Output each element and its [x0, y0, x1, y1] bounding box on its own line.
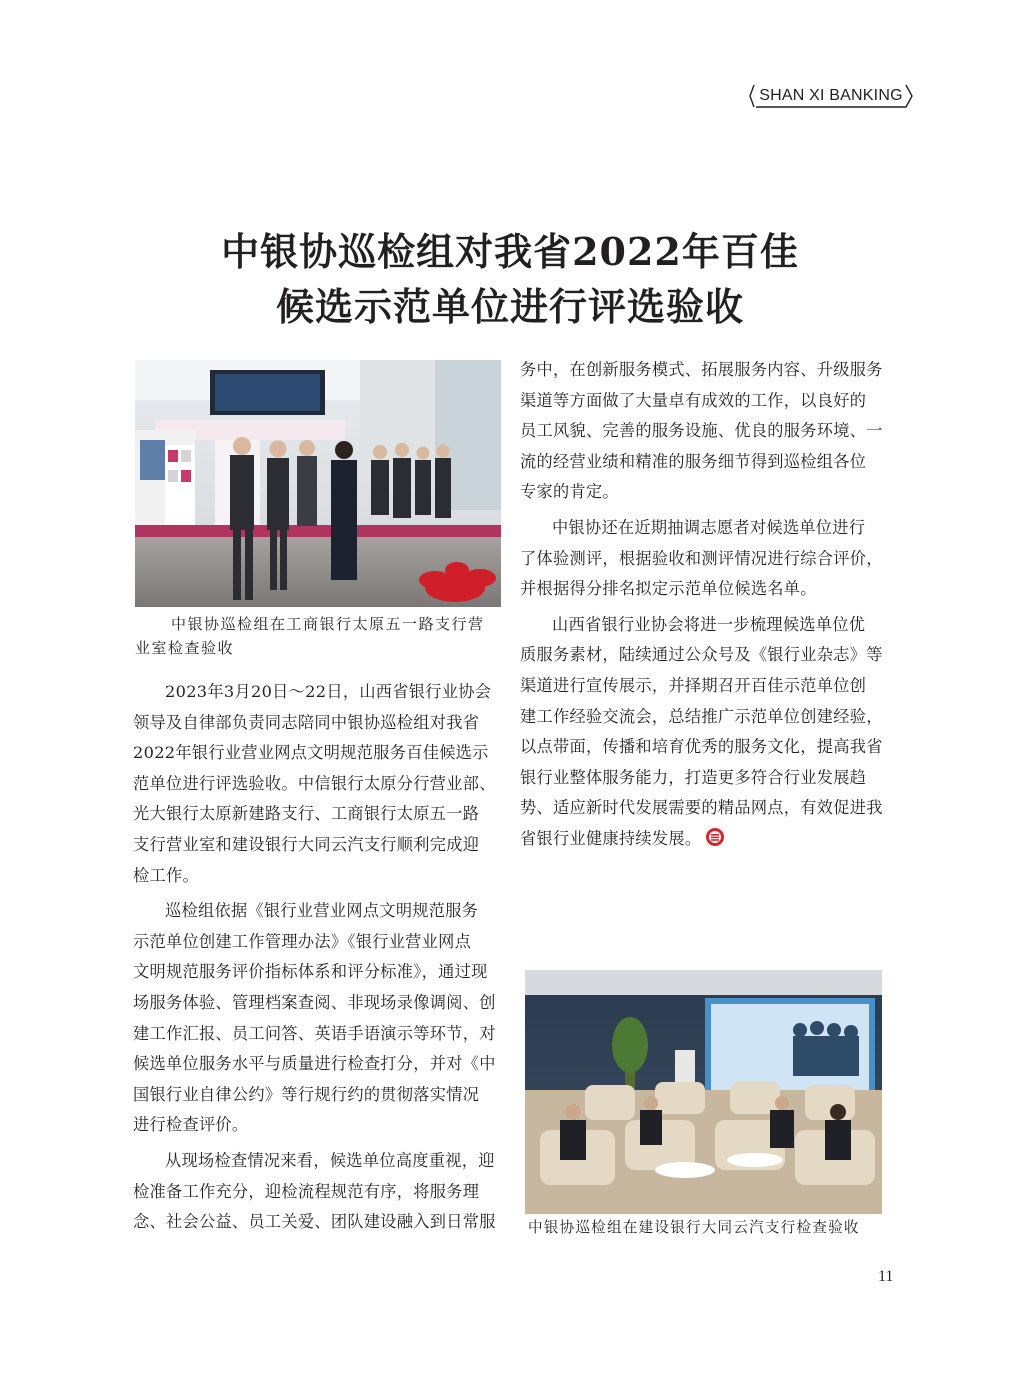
text-line: 念、社会公益、员工关爱、团队建设融入到日常服	[133, 1212, 496, 1232]
photo1-caption-line-2: 业室检查验收	[135, 639, 235, 657]
text-line: 场服务体验、管理档案查阅、非现场录像调阅、创	[133, 992, 496, 1012]
text-line: 2022年银行业营业网点文明规范服务百佳候选示	[133, 743, 489, 763]
text-line: 光大银行太原新建路支行、工商银行太原五一路	[133, 804, 480, 824]
text-line: 银行业整体服务能力，打造更多符合行业发展趋	[520, 767, 867, 787]
meeting-photo-illustration	[525, 970, 882, 1214]
text-line: 员工风貌、完善的服务设施、优良的服务环境、一	[520, 421, 883, 441]
text-line: 领导及自律部负责同志陪同中银协巡检组对我省	[133, 712, 480, 732]
article-end-mark-icon	[705, 827, 725, 858]
text-line: 2023年3月20日～22日，山西省银行业协会	[165, 682, 492, 701]
text-line: 范单位进行评选验收。中信银行太原分行营业部、	[133, 773, 496, 793]
photo1-caption	[135, 612, 507, 660]
text-line: 国银行业自律公约》等行规行约的贯彻落实情况	[133, 1084, 480, 1104]
photo-bank-lobby-inspection	[135, 360, 501, 607]
text-line: 渠道进行宣传展示，并择期召开百佳示范单位创	[520, 675, 867, 695]
text-line: 渠道等方面做了大量卓有成效的工作，以良好的	[520, 390, 867, 410]
photo1-caption-line-1: 中银协巡检组在工商银行太原五一路支行营	[171, 615, 485, 633]
right-column-body	[520, 355, 888, 855]
text-line: 示范单位创建工作管理办法》《银行业营业网点	[133, 931, 472, 951]
photo2-caption: 中银协巡检组在建设银行大同云汽支行检查验收	[528, 1219, 860, 1236]
text-line: 务中，在创新服务模式、拓展服务内容、升级服务	[520, 360, 883, 379]
left-column-body	[133, 677, 501, 1238]
text-line: 专家的肯定。	[520, 482, 619, 502]
text-line: 支行营业室和建设银行大同云汽支行顺利完成迎	[133, 834, 480, 854]
title-line-2: 候选示范单位进行评选验收	[275, 284, 744, 329]
text-line: 流的经营业绩和精准的服务细节得到巡检组各位	[520, 451, 867, 471]
text-line: 检工作。	[133, 865, 199, 885]
article-title	[0, 224, 1020, 334]
photo-meeting-room-inspection	[525, 970, 882, 1214]
lobby-photo-illustration	[135, 360, 501, 607]
text-line: 从现场检查情况来看，候选单位高度重视，迎	[165, 1150, 495, 1170]
text-line: 势、适应新时代发展需要的精品网点，有效促进我	[520, 798, 883, 818]
section-tag-text: SHAN XI BANKING	[759, 87, 903, 104]
text-line: 质服务素材，陆续通过公众号及《银行业杂志》等	[520, 645, 883, 665]
text-line: 检准备工作充分，迎检流程规范有序，将服务理	[133, 1181, 480, 1201]
text-line: 巡检组依据《银行业营业网点文明规范服务	[165, 901, 479, 921]
text-line: 并根据得分排名拟定示范单位候选名单。	[520, 579, 817, 599]
text-line: 以点带面，传播和培育优秀的服务文化，提高我省	[520, 737, 883, 757]
title-line-1: 中银协巡检组对我省2022年百佳	[221, 229, 799, 274]
text-line: 建工作汇报、员工问答、英语手语演示等环节，对	[133, 1023, 496, 1043]
text-line: 山西省银行业协会将进一步梳理候选单位优	[552, 614, 866, 634]
text-span: 省银行业健康持续发展。	[520, 828, 702, 848]
text-line: 候选单位服务水平与质量进行检查打分，并对《中	[133, 1054, 496, 1074]
page-number: 11	[878, 1268, 894, 1285]
text-line: 中银协还在近期抽调志愿者对候选单位进行	[552, 517, 866, 537]
text-line: 进行检查评价。	[133, 1115, 249, 1135]
text-line: 了体验测评，根据验收和测评情况进行综合评价，	[520, 548, 883, 568]
magazine-section-tag	[748, 84, 914, 108]
text-line: 建工作经验交流会，总结推广示范单位创建经验，	[520, 706, 883, 726]
text-line: 文明规范服务评价指标体系和评分标准》，通过现	[133, 962, 488, 982]
last-text-line	[520, 824, 888, 855]
